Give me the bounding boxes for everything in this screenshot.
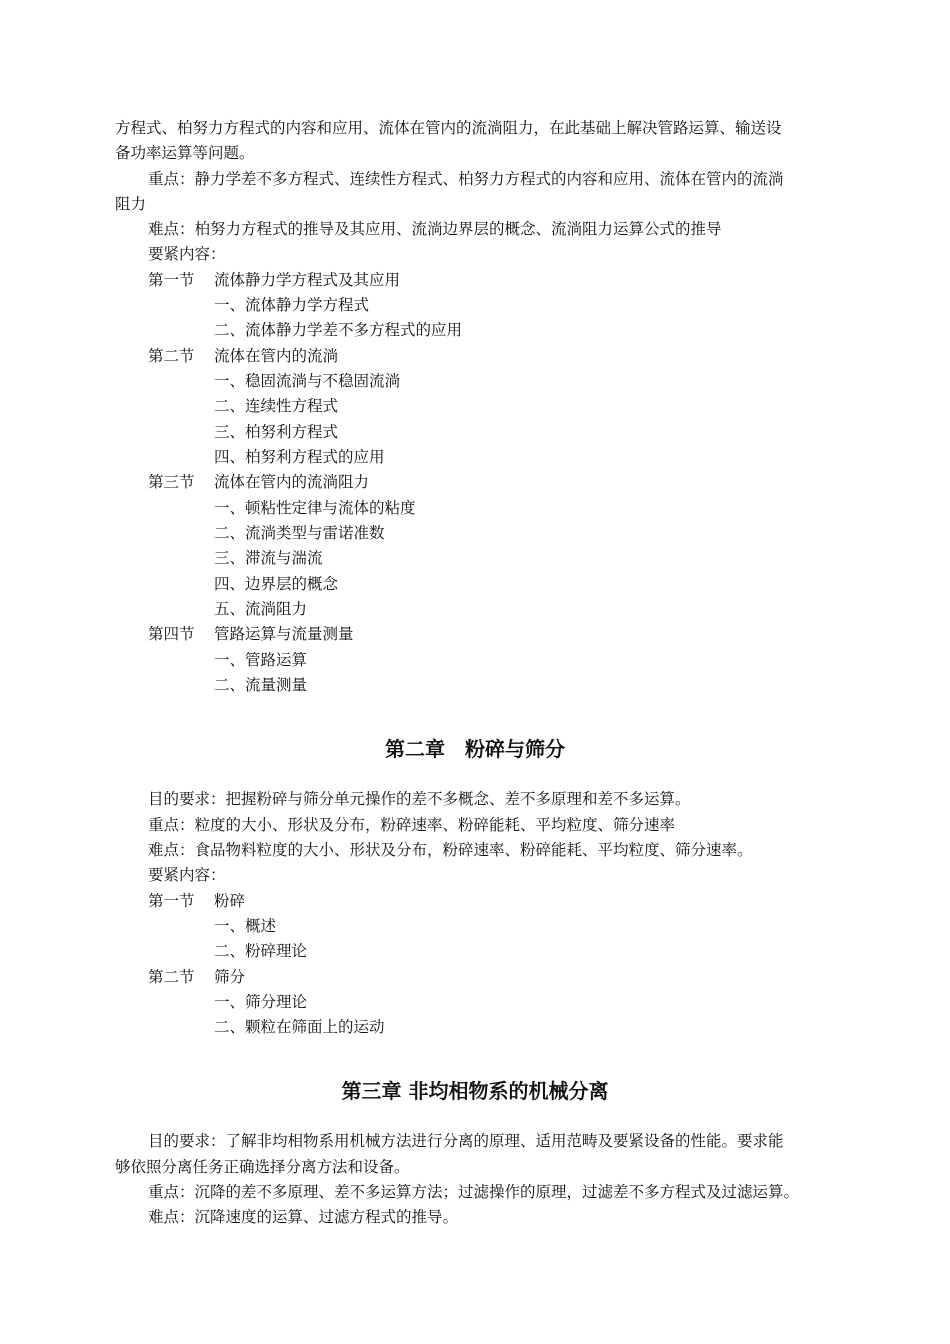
- difficult-points-line: 难点：沉降速度的运算、过滤方程式的推导。: [148, 1208, 459, 1226]
- section-title: 管路运算与流量测量: [214, 625, 354, 643]
- section-number: 第二节: [148, 968, 195, 986]
- section-number: 第一节: [148, 892, 195, 910]
- section-item: 四、边界层的概念: [214, 575, 339, 593]
- section-item: 一、概述: [214, 917, 277, 935]
- section-item: 三、滞流与湍流: [214, 549, 323, 567]
- intro-paragraph-line: 备功率运算等问题。: [115, 144, 255, 162]
- section-item: 一、流体静力学方程式: [214, 296, 370, 314]
- section-heading: [148, 346, 338, 366]
- section-item: 四、柏努利方程式的应用: [214, 448, 385, 466]
- section-number: 第三节: [148, 473, 195, 491]
- difficult-points-line: 难点：柏努力方程式的推导及其应用、流淌边界层的概念、流淌阻力运算公式的推导: [148, 220, 722, 238]
- section-item: 一、稳固流淌与不稳固流淌: [214, 372, 401, 390]
- section-item: 一、筛分理论: [214, 993, 308, 1011]
- chapter-heading: 第二章 粉碎与筛分: [385, 737, 565, 761]
- section-heading: [148, 967, 245, 987]
- section-item: 三、柏努利方程式: [214, 423, 339, 441]
- section-item: 一、顿粘性定律与流体的粘度: [214, 499, 416, 517]
- chapter-heading: 第三章 非均相物系的机械分离: [341, 1079, 609, 1103]
- key-points-line: 阻力: [115, 195, 147, 213]
- difficult-points-line: 难点：食品物料粒度的大小、形状及分布，粉碎速率、粉碎能耗、平均粒度、筛分速率。: [148, 841, 753, 859]
- section-number: 第一节: [148, 271, 195, 289]
- section-number: 第四节: [148, 625, 195, 643]
- contents-label: 要紧内容：: [148, 866, 226, 884]
- section-heading: [148, 891, 245, 911]
- goal-line: 够依照分离任务正确选择分离方法和设备。: [115, 1158, 410, 1176]
- intro-paragraph-line: 方程式、柏努力方程式的内容和应用、流体在管内的流淌阻力，在此基础上解决管路运算、输送设: [115, 119, 782, 137]
- section-title: 流体在管内的流淌阻力: [214, 473, 370, 491]
- section-heading: [148, 624, 354, 644]
- section-title: 筛分: [214, 968, 246, 986]
- section-item: 二、流淌类型与雷诺准数: [214, 524, 385, 542]
- section-item: 二、流量测量: [214, 676, 308, 694]
- section-title: 粉碎: [214, 892, 246, 910]
- section-item: 二、流体静力学差不多方程式的应用: [214, 321, 463, 339]
- key-points-line: 重点：静力学差不多方程式、连续性方程式、柏努力方程式的内容和应用、流体在管内的流淌: [148, 170, 784, 188]
- section-item: 二、粉碎理论: [214, 942, 308, 960]
- goal-line: 目的要求：把握粉碎与筛分单元操作的差不多概念、差不多原理和差不多运算。: [148, 790, 691, 808]
- section-item: 二、颗粒在筛面上的运动: [214, 1018, 385, 1036]
- section-item: 五、流淌阻力: [214, 600, 308, 618]
- section-title: 流体在管内的流淌: [214, 347, 339, 365]
- section-title: 流体静力学方程式及其应用: [214, 271, 401, 289]
- section-item: 二、连续性方程式: [214, 397, 339, 415]
- section-heading: [148, 472, 369, 492]
- contents-label: 要紧内容：: [148, 245, 226, 263]
- key-points-line: 重点：粒度的大小、形状及分布，粉碎速率、粉碎能耗、平均粒度、筛分速率: [148, 816, 676, 834]
- section-heading: [148, 270, 400, 290]
- key-points-line: 重点：沉降的差不多原理、差不多运算方法；过滤操作的原理，过滤差不多方程式及过滤运算。: [148, 1183, 800, 1201]
- goal-line: 目的要求：了解非均相物系用机械方法进行分离的原理、适用范畴及要紧设备的性能。要求能: [148, 1132, 784, 1150]
- section-number: 第二节: [148, 347, 195, 365]
- section-item: 一、管路运算: [214, 651, 308, 669]
